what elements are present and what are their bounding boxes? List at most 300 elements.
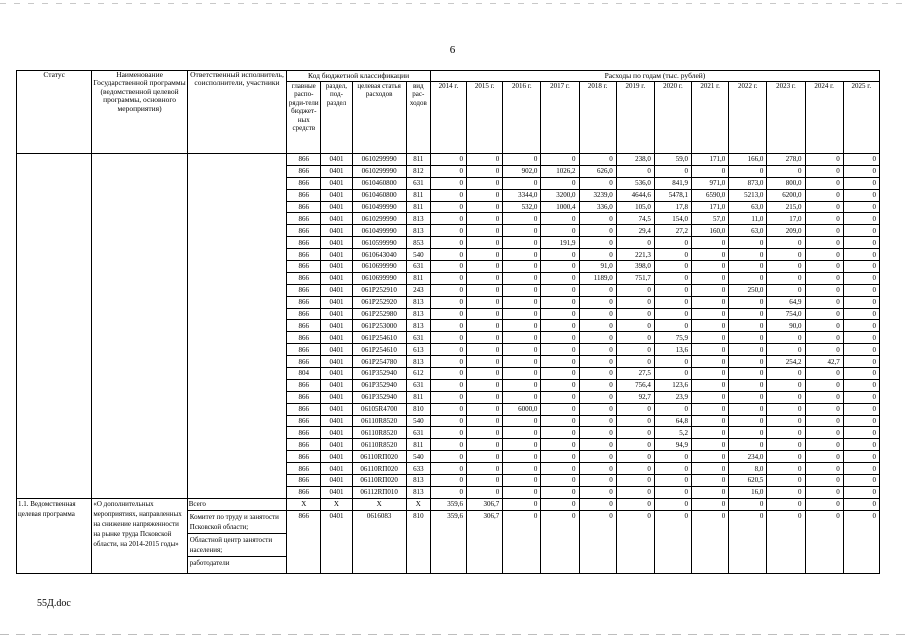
value-cell: 0 — [541, 284, 579, 296]
value-cell: 0 — [843, 344, 879, 356]
value-cell: 0 — [767, 427, 805, 439]
value-cell: 0 — [692, 344, 729, 356]
value-cell: 0 — [767, 368, 805, 380]
value-cell: 0 — [430, 344, 466, 356]
value-cell: 11,0 — [729, 213, 767, 225]
scan-top-border — [0, 3, 905, 4]
value-cell: 75,9 — [654, 332, 691, 344]
code-cell: 0401 — [321, 213, 352, 225]
code-cell: 06105R4700 — [352, 403, 406, 415]
value-cell: 0 — [729, 439, 767, 451]
value-cell: 0 — [843, 320, 879, 332]
code-cell: 866 — [287, 510, 321, 573]
code-cell: 866 — [287, 201, 321, 213]
budget-table — [16, 70, 880, 574]
value-cell: 841,9 — [654, 177, 691, 189]
value-cell: 0 — [579, 415, 616, 427]
col-header-year: 2020 г. — [654, 82, 691, 154]
value-cell: 971,0 — [692, 177, 729, 189]
code-cell: 633 — [406, 463, 430, 475]
value-cell: 0 — [579, 427, 616, 439]
value-cell: 0 — [692, 451, 729, 463]
scan-bottom-border — [0, 634, 905, 635]
value-cell: 0 — [503, 391, 541, 403]
value-cell: 0 — [430, 463, 466, 475]
value-cell: 0 — [541, 451, 579, 463]
code-cell: 866 — [287, 439, 321, 451]
value-cell: 0 — [430, 201, 466, 213]
value-cell: 0 — [616, 284, 654, 296]
code-cell: 866 — [287, 308, 321, 320]
code-cell: 866 — [287, 463, 321, 475]
value-cell: 0 — [579, 320, 616, 332]
value-cell: 0 — [541, 296, 579, 308]
code-cell: 612 — [406, 368, 430, 380]
value-cell: 250,0 — [729, 284, 767, 296]
col-group-costs: Расходы по годам (тыс. рублей) — [430, 71, 879, 82]
code-cell: 06110R8520 — [352, 415, 406, 427]
value-cell: 0 — [729, 296, 767, 308]
code-cell: 061P352940 — [352, 391, 406, 403]
value-cell: 0 — [503, 498, 541, 510]
value-cell: 64,9 — [767, 296, 805, 308]
value-cell: 0 — [579, 332, 616, 344]
code-cell: 061P352940 — [352, 368, 406, 380]
code-cell: 0610643040 — [352, 249, 406, 261]
value-cell: 17,0 — [767, 213, 805, 225]
responsible-line: работодатели — [189, 558, 230, 567]
value-cell: 0 — [767, 237, 805, 249]
value-cell: 0 — [467, 213, 503, 225]
value-cell: 0 — [805, 272, 843, 284]
value-cell: 0 — [805, 463, 843, 475]
value-cell: 13,6 — [654, 344, 691, 356]
code-cell: 540 — [406, 249, 430, 261]
value-cell: 0 — [430, 237, 466, 249]
code-cell: 810 — [406, 510, 430, 573]
value-cell: 0 — [467, 272, 503, 284]
value-cell: 0 — [843, 498, 879, 510]
code-cell: X — [406, 498, 430, 510]
code-cell: 866 — [287, 296, 321, 308]
value-cell: 536,0 — [616, 177, 654, 189]
value-cell: 0 — [467, 225, 503, 237]
value-cell: 0 — [729, 332, 767, 344]
value-cell: 0 — [541, 272, 579, 284]
value-cell: 0 — [579, 177, 616, 189]
value-cell: 0 — [467, 439, 503, 451]
code-cell: 631 — [406, 261, 430, 273]
value-cell: 0 — [692, 439, 729, 451]
code-cell: X — [287, 498, 321, 510]
value-cell: 0 — [430, 475, 466, 487]
value-cell: 0 — [430, 225, 466, 237]
code-cell: 866 — [287, 320, 321, 332]
value-cell: 0 — [541, 356, 579, 368]
header-row-1 — [17, 71, 880, 82]
value-cell: 0 — [467, 451, 503, 463]
code-cell: 866 — [287, 261, 321, 273]
value-cell: 57,0 — [692, 213, 729, 225]
value-cell: 0 — [503, 249, 541, 261]
value-cell: 0 — [579, 439, 616, 451]
value-cell: 0 — [430, 486, 466, 498]
value-cell: 0 — [503, 427, 541, 439]
code-cell: 813 — [406, 475, 430, 487]
value-cell: 0 — [467, 249, 503, 261]
code-cell: 0610499990 — [352, 225, 406, 237]
code-cell: 631 — [406, 177, 430, 189]
code-cell: 0401 — [321, 308, 352, 320]
code-cell: 866 — [287, 177, 321, 189]
value-cell: 0 — [503, 237, 541, 249]
value-cell: 0 — [843, 451, 879, 463]
value-cell: 756,4 — [616, 379, 654, 391]
value-cell: 0 — [616, 498, 654, 510]
code-cell: 866 — [287, 427, 321, 439]
code-cell: 061P253000 — [352, 320, 406, 332]
value-cell: 0 — [692, 475, 729, 487]
value-cell: 0 — [692, 237, 729, 249]
code-cell: 853 — [406, 237, 430, 249]
value-cell: 0 — [579, 379, 616, 391]
value-cell: 0 — [654, 475, 691, 487]
value-cell: 0 — [579, 284, 616, 296]
value-cell: 0 — [503, 439, 541, 451]
code-cell: 0610299990 — [352, 154, 406, 166]
total-label: Всего — [187, 498, 286, 510]
value-cell: 0 — [805, 201, 843, 213]
value-cell: 0 — [843, 486, 879, 498]
value-cell: 0 — [503, 154, 541, 166]
value-cell: 17,8 — [654, 201, 691, 213]
responsible-cell-empty — [187, 154, 286, 499]
value-cell: 0 — [805, 237, 843, 249]
value-cell: 0 — [805, 498, 843, 510]
value-cell: 0 — [805, 415, 843, 427]
code-cell: 0401 — [321, 261, 352, 273]
value-cell: 0 — [843, 225, 879, 237]
code-cell: 0401 — [321, 332, 352, 344]
code-cell: 0401 — [321, 463, 352, 475]
col-header-grbs: главные распо-ряди-тели бюджет-ных средств — [287, 82, 321, 154]
value-cell: 0 — [654, 308, 691, 320]
code-cell: 0401 — [321, 403, 352, 415]
code-cell: 0401 — [321, 272, 352, 284]
value-cell: 0 — [692, 165, 729, 177]
code-cell: 866 — [287, 415, 321, 427]
value-cell: 1026,2 — [541, 165, 579, 177]
value-cell: 0 — [503, 296, 541, 308]
col-header-year: 2024 г. — [805, 82, 843, 154]
code-cell: 061P254610 — [352, 344, 406, 356]
value-cell: 0 — [767, 475, 805, 487]
value-cell: 0 — [503, 344, 541, 356]
value-cell: 29,4 — [616, 225, 654, 237]
value-cell: 0 — [767, 451, 805, 463]
code-cell: 0610299990 — [352, 213, 406, 225]
value-cell: 0 — [805, 154, 843, 166]
code-cell: 866 — [287, 475, 321, 487]
value-cell: 0 — [767, 261, 805, 273]
col-header-year: 2019 г. — [616, 82, 654, 154]
code-cell: 061P252980 — [352, 308, 406, 320]
value-cell: 0 — [430, 427, 466, 439]
code-cell: 631 — [406, 332, 430, 344]
value-cell: 626,0 — [579, 165, 616, 177]
value-cell: 0 — [541, 249, 579, 261]
value-cell: 0 — [467, 379, 503, 391]
value-cell: 0 — [692, 261, 729, 273]
value-cell: 5,2 — [654, 427, 691, 439]
code-cell: 813 — [406, 225, 430, 237]
code-cell: 866 — [287, 249, 321, 261]
value-cell: 0 — [616, 308, 654, 320]
value-cell: 0 — [503, 475, 541, 487]
value-cell: 0 — [503, 284, 541, 296]
code-cell: 810 — [406, 403, 430, 415]
value-cell: 171,0 — [692, 201, 729, 213]
value-cell: 0 — [805, 451, 843, 463]
code-cell: 811 — [406, 391, 430, 403]
value-cell: 0 — [767, 439, 805, 451]
value-cell: 0 — [654, 320, 691, 332]
col-header-year: 2014 г. — [430, 82, 466, 154]
value-cell: 0 — [579, 225, 616, 237]
code-cell: 061P254780 — [352, 356, 406, 368]
table-body — [17, 71, 880, 574]
code-cell: 0401 — [321, 486, 352, 498]
value-cell: 0 — [767, 165, 805, 177]
value-cell: 0 — [767, 510, 805, 573]
value-cell: 0 — [767, 379, 805, 391]
code-cell: 061P352940 — [352, 379, 406, 391]
value-cell: 0 — [692, 391, 729, 403]
value-cell: 754,0 — [767, 308, 805, 320]
value-cell: 0 — [654, 272, 691, 284]
value-cell: 0 — [692, 368, 729, 380]
value-cell: 0 — [616, 475, 654, 487]
value-cell: 0 — [541, 439, 579, 451]
value-cell: 91,0 — [579, 261, 616, 273]
value-cell: 0 — [729, 427, 767, 439]
value-cell: 0 — [467, 475, 503, 487]
value-cell: 0 — [654, 165, 691, 177]
value-cell: 0 — [579, 308, 616, 320]
col-header-name: Наименование Государственной программы (ведомственной целевой программы, основного мероприятия) — [92, 71, 187, 154]
value-cell: 0 — [579, 154, 616, 166]
code-cell: 866 — [287, 332, 321, 344]
value-cell: 0 — [430, 356, 466, 368]
code-cell: 813 — [406, 486, 430, 498]
value-cell: 336,0 — [579, 201, 616, 213]
code-cell: 866 — [287, 486, 321, 498]
value-cell: 0 — [805, 308, 843, 320]
value-cell: 0 — [467, 463, 503, 475]
value-cell: 0 — [430, 308, 466, 320]
code-cell: 866 — [287, 391, 321, 403]
value-cell: 0 — [805, 284, 843, 296]
col-header-year: 2023 г. — [767, 82, 805, 154]
code-cell: 243 — [406, 284, 430, 296]
value-cell: 800,0 — [767, 177, 805, 189]
value-cell: 23,9 — [654, 391, 691, 403]
col-header-year: 2025 г. — [843, 82, 879, 154]
value-cell: 0 — [430, 165, 466, 177]
value-cell: 0 — [616, 165, 654, 177]
value-cell: 0 — [579, 249, 616, 261]
value-cell: 63,0 — [729, 201, 767, 213]
value-cell: 0 — [692, 296, 729, 308]
value-cell: 0 — [467, 261, 503, 273]
code-cell: 0616083 — [352, 510, 406, 573]
value-cell: 0 — [503, 225, 541, 237]
col-header-year: 2017 г. — [541, 82, 579, 154]
code-cell: 0401 — [321, 379, 352, 391]
value-cell: 0 — [616, 344, 654, 356]
code-cell: 0610460800 — [352, 189, 406, 201]
code-cell: 0401 — [321, 510, 352, 573]
value-cell: 0 — [579, 344, 616, 356]
code-cell: 06110RП020 — [352, 451, 406, 463]
value-cell: 0 — [616, 296, 654, 308]
value-cell: 0 — [467, 368, 503, 380]
value-cell: 0 — [541, 320, 579, 332]
value-cell: 0 — [843, 237, 879, 249]
value-cell: 0 — [729, 368, 767, 380]
value-cell: 0 — [541, 391, 579, 403]
value-cell: 4644,6 — [616, 189, 654, 201]
value-cell: 0 — [616, 320, 654, 332]
col-header-year: 2015 г. — [467, 82, 503, 154]
value-cell: 751,7 — [616, 272, 654, 284]
col-group-budget-code: Код бюджетной классификации — [287, 71, 431, 82]
value-cell: 0 — [805, 427, 843, 439]
value-cell: 42,7 — [805, 356, 843, 368]
value-cell: 0 — [692, 272, 729, 284]
value-cell: 902,0 — [503, 165, 541, 177]
value-cell: 0 — [541, 154, 579, 166]
code-cell: 811 — [406, 439, 430, 451]
code-cell: 061P254610 — [352, 332, 406, 344]
value-cell: 27,2 — [654, 225, 691, 237]
value-cell: 0 — [616, 486, 654, 498]
value-cell: 278,0 — [767, 154, 805, 166]
value-cell: 398,0 — [616, 261, 654, 273]
value-cell: 191,9 — [541, 237, 579, 249]
value-cell: 0 — [692, 510, 729, 573]
code-cell: 0401 — [321, 391, 352, 403]
code-cell: 0401 — [321, 415, 352, 427]
code-cell: 0401 — [321, 427, 352, 439]
code-cell: 811 — [406, 201, 430, 213]
value-cell: 0 — [467, 177, 503, 189]
code-cell: 631 — [406, 427, 430, 439]
value-cell: 0 — [541, 177, 579, 189]
value-cell: 0 — [805, 379, 843, 391]
value-cell: 0 — [467, 332, 503, 344]
value-cell: 0 — [616, 403, 654, 415]
code-cell: 804 — [287, 368, 321, 380]
value-cell: 64,8 — [654, 415, 691, 427]
value-cell: 0 — [767, 415, 805, 427]
responsible-line: Областной центр занятости населения; — [188, 534, 286, 557]
code-cell: 811 — [406, 189, 430, 201]
code-cell: 0610699990 — [352, 261, 406, 273]
value-cell: 0 — [767, 498, 805, 510]
value-cell: 0 — [692, 284, 729, 296]
file-name-footer: 55Д.doc — [37, 598, 71, 609]
page-number: 6 — [449, 44, 456, 56]
value-cell: 0 — [843, 296, 879, 308]
value-cell: 0 — [616, 415, 654, 427]
value-cell: 0 — [805, 320, 843, 332]
value-cell: 0 — [729, 272, 767, 284]
code-cell: 866 — [287, 379, 321, 391]
value-cell: 0 — [430, 272, 466, 284]
value-cell: 0 — [805, 213, 843, 225]
value-cell: 209,0 — [767, 225, 805, 237]
value-cell: 0 — [843, 272, 879, 284]
value-cell: 0 — [729, 320, 767, 332]
value-cell: 0 — [654, 463, 691, 475]
code-cell: 613 — [406, 344, 430, 356]
value-cell: 0 — [805, 332, 843, 344]
value-cell: 0 — [654, 284, 691, 296]
value-cell: 0 — [503, 451, 541, 463]
value-cell: 0 — [843, 165, 879, 177]
code-cell: 866 — [287, 165, 321, 177]
value-cell: 0 — [503, 486, 541, 498]
value-cell: 0 — [692, 498, 729, 510]
code-cell: 0610460800 — [352, 177, 406, 189]
value-cell: 221,3 — [616, 249, 654, 261]
value-cell: 0 — [843, 284, 879, 296]
value-cell: 0 — [616, 463, 654, 475]
value-cell: 0 — [843, 261, 879, 273]
value-cell: 0 — [843, 379, 879, 391]
value-cell: 0 — [579, 463, 616, 475]
value-cell: 0 — [541, 344, 579, 356]
code-cell: 0401 — [321, 451, 352, 463]
value-cell: 0 — [467, 154, 503, 166]
code-cell: 813 — [406, 296, 430, 308]
value-cell: 0 — [692, 379, 729, 391]
value-cell: 0 — [767, 332, 805, 344]
value-cell: 0 — [579, 356, 616, 368]
value-cell: 0 — [843, 427, 879, 439]
code-cell: 811 — [406, 272, 430, 284]
value-cell: 0 — [467, 189, 503, 201]
value-cell: 0 — [805, 261, 843, 273]
value-cell: 0 — [430, 403, 466, 415]
value-cell: 0 — [579, 237, 616, 249]
value-cell: 0 — [616, 427, 654, 439]
value-cell: 0 — [467, 308, 503, 320]
code-cell: 0401 — [321, 320, 352, 332]
value-cell: 0 — [843, 332, 879, 344]
value-cell: 0 — [729, 415, 767, 427]
value-cell: 0 — [805, 510, 843, 573]
value-cell: 0 — [503, 463, 541, 475]
value-cell: 0 — [503, 332, 541, 344]
value-cell: 0 — [541, 379, 579, 391]
value-cell: 0 — [843, 356, 879, 368]
code-cell: 866 — [287, 189, 321, 201]
value-cell: 0 — [430, 415, 466, 427]
value-cell: 306,7 — [467, 510, 503, 573]
value-cell: 0 — [805, 225, 843, 237]
